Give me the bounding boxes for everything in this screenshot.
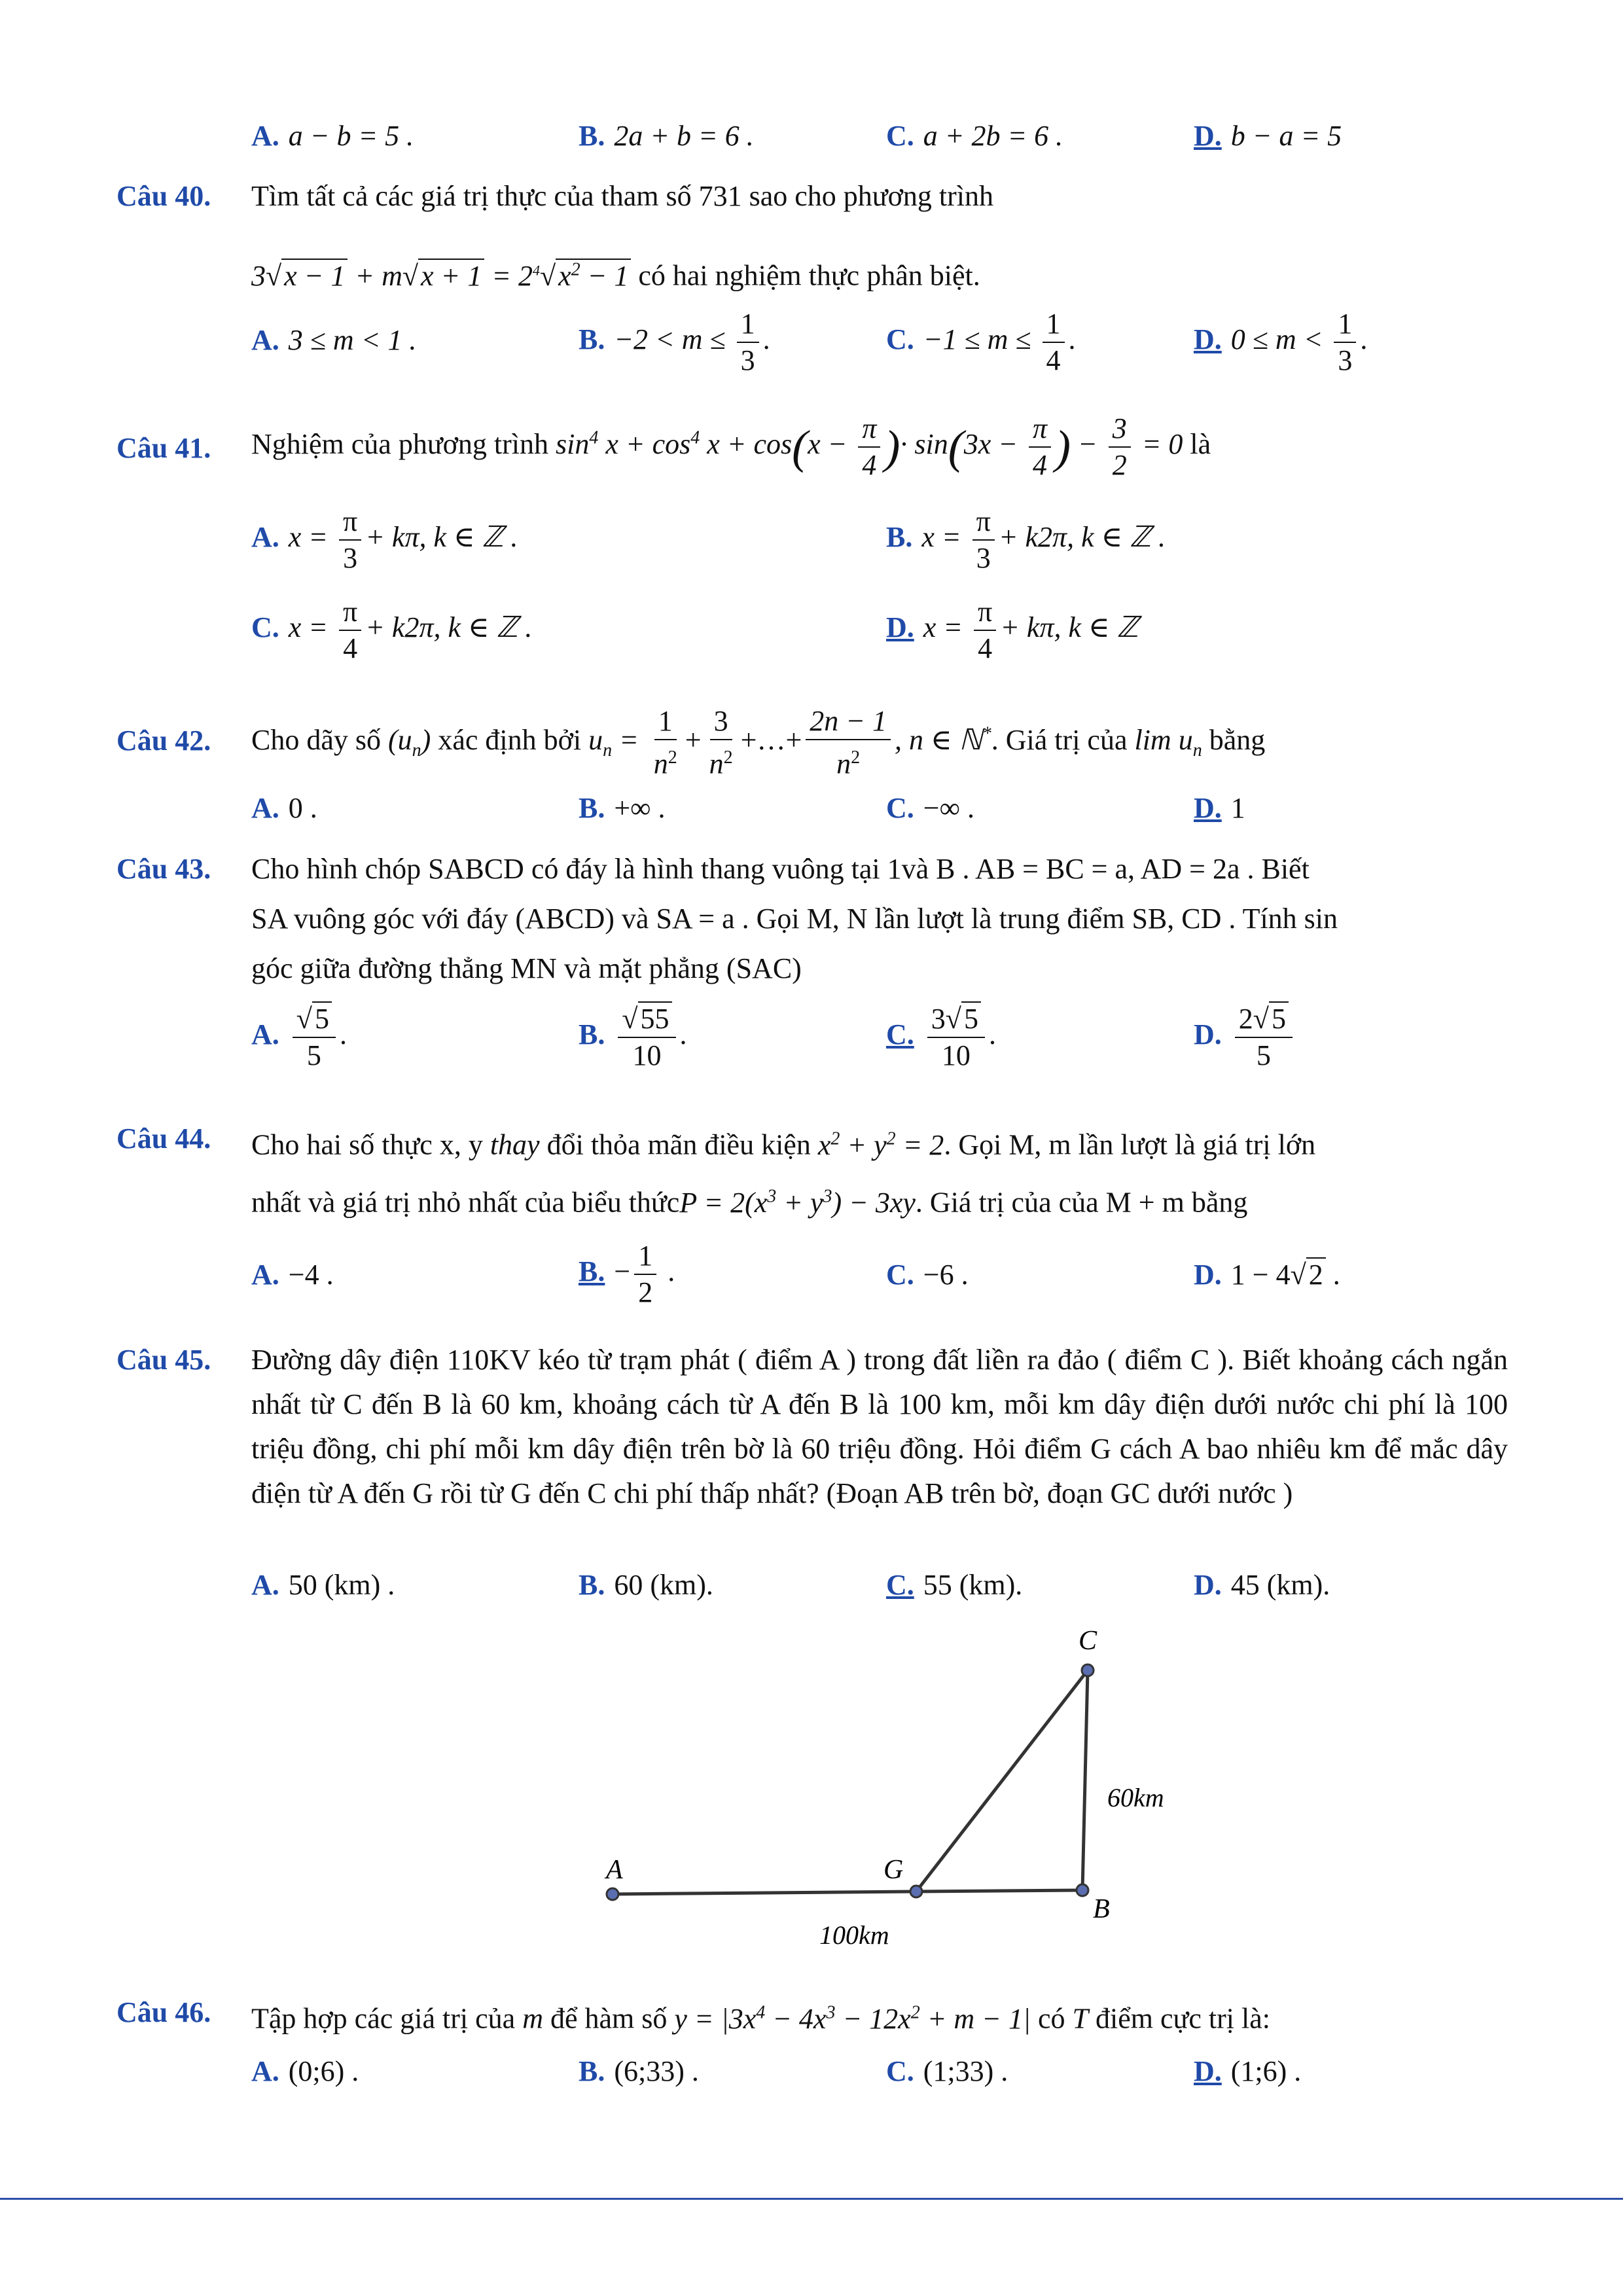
option-letter: A. bbox=[251, 1569, 279, 1601]
q43-option-a: A. $\frac{√5}{5}$ . bbox=[251, 1003, 347, 1071]
point-g bbox=[910, 1886, 922, 1897]
option-letter: A. bbox=[251, 324, 279, 356]
question-label-40: Câu 40. bbox=[116, 180, 211, 212]
option-letter: D. bbox=[1194, 792, 1222, 824]
option-text: 55 (km). bbox=[923, 1569, 1023, 1601]
option-letter: D. bbox=[1194, 2055, 1222, 2087]
option-letter: C. bbox=[251, 611, 279, 644]
question-label-46: Câu 46. bbox=[116, 1996, 211, 2028]
point-b bbox=[1077, 1884, 1088, 1896]
label-b: B bbox=[1093, 1894, 1110, 1924]
option-letter: C. bbox=[886, 120, 914, 152]
equation: $3√x - 1 + m√x + 1 = 2^4√x^2 - 1$ bbox=[251, 260, 631, 292]
question-46-part: Tập hợp các giá trị của bbox=[251, 2002, 516, 2035]
point-c bbox=[1082, 1664, 1094, 1676]
option-letter: A. bbox=[251, 521, 279, 554]
option-letter: D. bbox=[1194, 1259, 1222, 1291]
option-letter: B. bbox=[579, 1255, 605, 1288]
option-text: −∞ . bbox=[923, 792, 974, 824]
option-text: −4 . bbox=[288, 1259, 334, 1291]
label-60km: 60km bbox=[1107, 1783, 1164, 1812]
question-45-text: Đường dây điện 110KV kéo từ trạm phát ( điểm A ) trong đất liền ra đảo ( điểm C ). Biết khoảng cách ngắn nhất từ C đến B là 60 km, khoảng cách từ A đến B là 100 km, mỗi km dây điện dưới nước chi phí là 100 triệu đồng, chi phí mỗi km dây điện trên bờ là 60 triệu đồng. Hỏi điểm G cách A bao nhiêu km để mắc dây điện từ A đến G rồi từ G đến C chi phí thấp nhất? (Đoạn AB trên bờ, đoạn GC dưới nước ) bbox=[251, 1344, 1508, 1509]
q39-option-b bbox=[579, 117, 754, 156]
question-43-line1: Cho hình chóp SABCD có đáy là hình thang vuông tại 1và B . AB = BC = a, AD = 2a . Biết bbox=[251, 853, 1310, 885]
question-42-lead: Cho dãy số bbox=[251, 723, 381, 756]
option-text: a + 2b = 6 . bbox=[923, 120, 1063, 152]
label-100km: 100km bbox=[819, 1920, 889, 1950]
q41-option-a: A. x = $\frac{\pi}{3}$ + kπ, k ∈ ℤ . bbox=[251, 505, 518, 574]
option-letter: B. bbox=[579, 1018, 605, 1051]
question-label-42: Câu 42. bbox=[116, 725, 211, 757]
option-letter: A. bbox=[251, 2055, 279, 2087]
q45-option-b bbox=[579, 1566, 713, 1605]
question-44-part: thay bbox=[490, 1128, 540, 1161]
q45-option-a bbox=[251, 1566, 395, 1605]
option-text: 1 bbox=[1230, 792, 1245, 824]
question-41-tail: là bbox=[1190, 428, 1211, 461]
option-letter: B. bbox=[579, 323, 605, 356]
option-letter: D. bbox=[1194, 1018, 1222, 1051]
question-label-45: Câu 45. bbox=[116, 1344, 211, 1376]
option-text: 2a + b = 6 . bbox=[614, 120, 754, 152]
question-44-line1: Cho hai số thực x, y thay đổi thỏa mãn điều kiện $x^2 + y^2 = 2$. Gọi M, m lần lượt là giá trị lớn bbox=[251, 1128, 1316, 1161]
option-text: (1;33) . bbox=[923, 2055, 1008, 2087]
equation: $\sin^4 x + \cos^4 x + \cos(x$ − $\frac{\pi}{4}$ )· sin(3x − $\frac{\pi}{4}$ ) − $\frac{3}{2}$ = 0 bbox=[556, 412, 1183, 481]
segment-ag bbox=[613, 1892, 916, 1894]
q40-option-c: C. −1 ≤ m ≤ $\frac{1}{4}$ . bbox=[886, 308, 1076, 376]
q39-option-d bbox=[1194, 117, 1342, 156]
option-letter: C. bbox=[886, 792, 914, 824]
option-letter: A. bbox=[251, 120, 279, 152]
question-40-line2 bbox=[251, 250, 980, 296]
q42-option-d bbox=[1194, 789, 1245, 828]
option-letter: C. bbox=[886, 1259, 914, 1291]
option-text: 45 (km). bbox=[1230, 1569, 1330, 1601]
question-40-line1: Tìm tất cả các giá trị thực của tham số 731 sao cho phương trình bbox=[251, 180, 993, 212]
segment-gc bbox=[916, 1670, 1088, 1892]
point-a bbox=[607, 1888, 618, 1900]
q41-option-b: B. x = $\frac{\pi}{3}$ + k2π, k ∈ ℤ . bbox=[886, 505, 1166, 574]
option-letter: A. bbox=[251, 792, 279, 824]
option-letter: B. bbox=[579, 120, 605, 152]
option-text: 60 (km). bbox=[614, 1569, 713, 1601]
q46-option-d bbox=[1194, 2052, 1301, 2091]
q42-option-a bbox=[251, 789, 317, 828]
option-text: (1;6) . bbox=[1230, 2055, 1302, 2087]
q46-option-b bbox=[579, 2052, 699, 2091]
q43-option-b: B. $\frac{√55}{10}$ . bbox=[579, 1003, 687, 1071]
question-41-line bbox=[251, 411, 1211, 483]
option-text: b − a = 5 bbox=[1230, 120, 1342, 152]
question-42-line: Cho dãy số $(u_n)$ xác định bởi $u_n$ = $\frac{1}{n^2}$ + $\frac{3}{n^2}$ +…+ $\frac{2n - 1}{n^2}$ , n ∈ ℕ*. Giá trị của $\lim u_n$ bằng bbox=[251, 705, 1266, 780]
option-text: (0;6) . bbox=[288, 2055, 359, 2087]
question-44-part: . Giá trị của của M + m bằng bbox=[915, 1186, 1248, 1219]
option-letter: B. bbox=[579, 1569, 605, 1601]
option-text: +∞ . bbox=[614, 792, 666, 824]
option-letter: B. bbox=[579, 792, 605, 824]
question-41-lead: Nghiệm của phương trình bbox=[251, 428, 549, 461]
question-44-line2: nhất và giá trị nhỏ nhất của biểu thứcP = $2(x^3 + y^3) - 3xy$. Giá trị của của M + m bằng bbox=[251, 1186, 1248, 1219]
question-label-41: Câu 41. bbox=[116, 432, 211, 464]
option-letter: A. bbox=[251, 1259, 279, 1291]
question-42-end: bằng bbox=[1209, 723, 1266, 756]
q39-option-a bbox=[251, 117, 414, 156]
q44-option-a bbox=[251, 1255, 334, 1295]
question-44-part: đổi thỏa mãn điều kiện bbox=[546, 1128, 811, 1161]
option-letter: B. bbox=[579, 2055, 605, 2087]
option-text: (6;33) . bbox=[614, 2055, 699, 2087]
question-46-line: Tập hợp các giá trị của m để hàm số $y = |3x^4 - 4x^3 - 12x^2 + m - 1|$ có T điểm cực trị là: bbox=[251, 2002, 1270, 2035]
q43-option-d: D. $\frac{2√5}{5}$ bbox=[1194, 1001, 1296, 1073]
question-42-mid: xác định bởi bbox=[438, 723, 582, 756]
footer-rule bbox=[0, 2198, 1623, 2200]
label-a: A bbox=[606, 1855, 623, 1885]
option-text: a − b = 5 . bbox=[288, 120, 414, 152]
q39-option-c bbox=[886, 117, 1063, 156]
label-g: G bbox=[883, 1855, 904, 1885]
question-46-part: m bbox=[522, 2002, 543, 2035]
question-44-part: Cho hai số thực x, y bbox=[251, 1128, 483, 1161]
question-46-part: điểm cực trị là: bbox=[1095, 2002, 1270, 2035]
q44-option-d: D. 1 − 4√2 . bbox=[1194, 1259, 1340, 1291]
option-letter: C. bbox=[886, 1569, 914, 1601]
question-43-line3: góc giữa đường thẳng MN và mặt phẳng (SAC) bbox=[251, 952, 802, 984]
question-43-line2: SA vuông góc với đáy (ABCD) và SA = a . Gọi M, N lần lượt là trung điểm SB, CD . Tính sin bbox=[251, 903, 1338, 935]
q45-option-d bbox=[1194, 1566, 1330, 1605]
question-46-part: T bbox=[1072, 2002, 1088, 2035]
option-letter: C. bbox=[886, 2055, 914, 2087]
label-c: C bbox=[1079, 1626, 1097, 1656]
option-letter: D. bbox=[1194, 1569, 1222, 1601]
option-letter: D. bbox=[1194, 323, 1222, 356]
segment-bc bbox=[1082, 1670, 1088, 1890]
q40-option-d: D. 0 ≤ m < $\frac{1}{3}$ . bbox=[1194, 308, 1368, 376]
option-letter: D. bbox=[1194, 120, 1222, 152]
q45-option-c bbox=[886, 1566, 1022, 1605]
q40-option-b: B. −2 < m ≤ $\frac{1}{3}$ . bbox=[579, 308, 770, 376]
option-text: −6 . bbox=[923, 1259, 969, 1291]
question-44-part: nhất và giá trị nhỏ nhất của biểu thức bbox=[251, 1186, 680, 1219]
q41-option-d: D. x = $\frac{\pi}{4}$ + kπ, k ∈ ℤ bbox=[886, 596, 1139, 664]
q41-option-c: C. x = $\frac{\pi}{4}$ + k2π, k ∈ ℤ . bbox=[251, 596, 533, 664]
question-label-43: Câu 43. bbox=[116, 853, 211, 885]
option-text: 50 (km) . bbox=[288, 1569, 395, 1601]
question-46-part: để hàm số bbox=[550, 2002, 668, 2035]
segment-gb bbox=[916, 1890, 1082, 1892]
question-46-part: có bbox=[1037, 2002, 1065, 2035]
option-letter: C. bbox=[886, 323, 914, 356]
question-40-tail: có hai nghiệm thực phân biệt. bbox=[638, 259, 980, 292]
question-label-44: Câu 44. bbox=[116, 1122, 211, 1155]
question-44-part: . Gọi M, m lần lượt là giá trị lớn bbox=[944, 1128, 1316, 1161]
option-letter: B. bbox=[886, 521, 913, 554]
q44-option-b: B. − $\frac{1}{2}$ . bbox=[579, 1240, 675, 1308]
q43-option-c: C. $\frac{3√5}{10}$ . bbox=[886, 1003, 996, 1071]
option-letter: A. bbox=[251, 1018, 279, 1051]
q44-option-c bbox=[886, 1255, 969, 1295]
q42-option-c bbox=[886, 789, 974, 828]
option-text: 0 . bbox=[288, 792, 317, 824]
q46-option-c bbox=[886, 2052, 1008, 2091]
option-letter: D. bbox=[886, 611, 914, 644]
q40-option-a: A. 3 ≤ m < 1 . bbox=[251, 324, 417, 356]
power-line-figure bbox=[576, 1617, 1204, 1957]
q42-option-b bbox=[579, 789, 666, 828]
q46-option-a bbox=[251, 2052, 359, 2091]
option-letter: C. bbox=[886, 1018, 914, 1051]
question-42-tail: . Giá trị của bbox=[991, 723, 1128, 756]
